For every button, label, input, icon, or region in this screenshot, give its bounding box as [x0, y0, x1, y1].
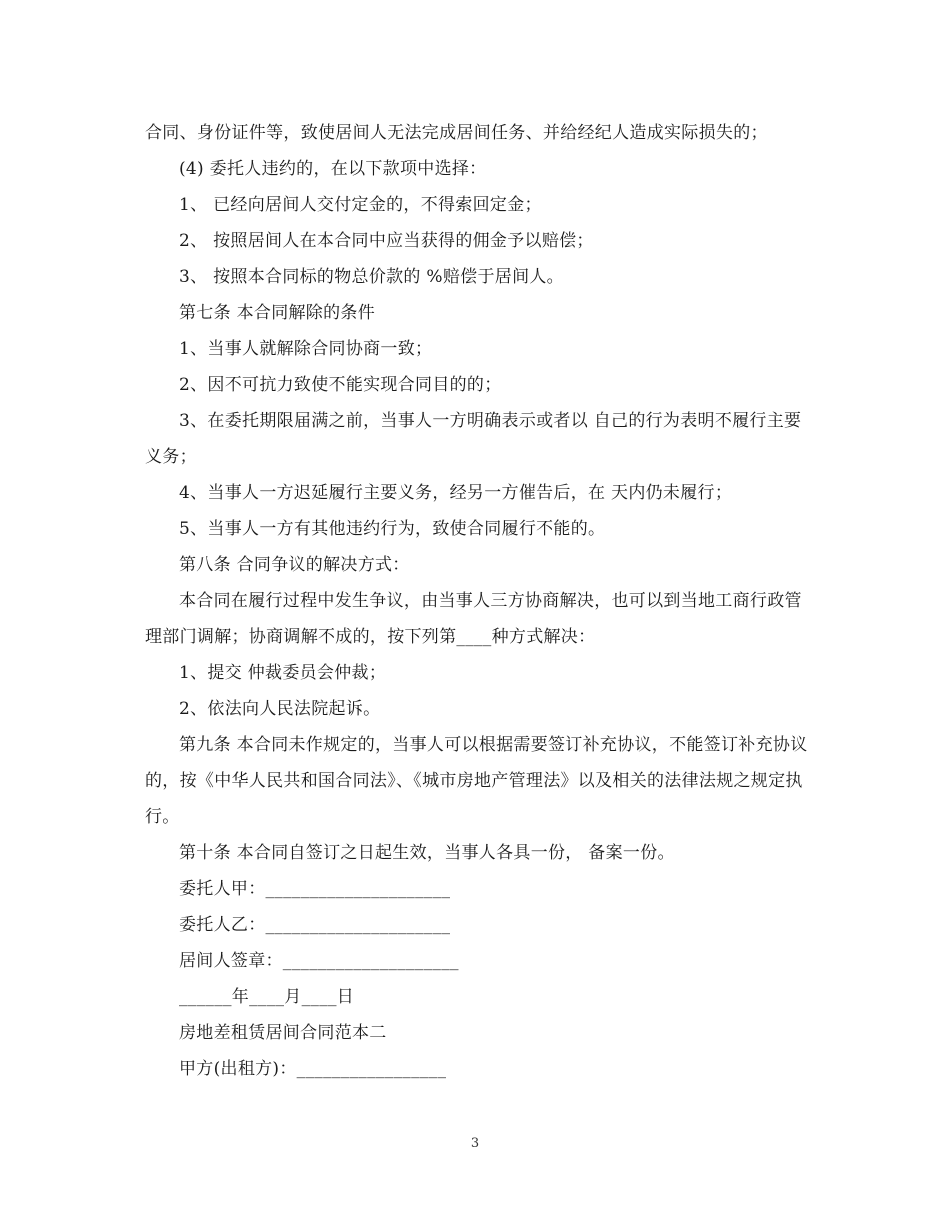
article-8-item-1: 1、提交 仲裁委员会仲裁；	[179, 663, 387, 683]
paragraph-breach-option-1: 1、 已经向居间人交付定金的，不得索回定金；	[179, 195, 542, 215]
document-body	[145, 115, 810, 1087]
signature-date: ______年____月____日	[179, 987, 355, 1007]
signature-principal-a: 委托人甲：_____________________	[179, 879, 451, 899]
article-7-item-4: 4、当事人一方迟延履行主要义务，经另一方催告后，在 天内仍未履行；	[179, 483, 733, 503]
article-7-item-2: 2、因不可抗力致使不能实现合同目的的；	[179, 375, 502, 395]
paragraph-breach-option-2: 2、 按照居间人在本合同中应当获得的佣金予以赔偿；	[179, 231, 594, 251]
article-7-item-1: 1、当事人就解除合同协商一致；	[179, 339, 433, 359]
paragraph-breach-clause-4: (4) 委托人违约的，在以下款项中选择：	[179, 159, 487, 179]
article-7-heading: 第七条 本合同解除的条件	[179, 303, 376, 323]
paragraph-breach-option-3: 3、 按照本合同标的物总价款的 %赔偿于居间人。	[179, 267, 564, 287]
party-a-lessor: 甲方(出租方)：_________________	[179, 1059, 447, 1079]
article-8-heading: 第八条 合同争议的解决方式：	[179, 555, 410, 575]
article-8-item-2: 2、依法向人民法院起诉。	[179, 699, 381, 719]
article-8-body: 本合同在履行过程中发生争议，由当事人三方协商解决，也可以到当地工商行政管理部门调解；协商调解不成的，按下列第____种方式解决：	[145, 591, 802, 647]
article-7-item-5: 5、当事人一方有其他违约行为，致使合同履行不能的。	[179, 519, 606, 539]
sample-two-title: 房地差租赁居间合同范本二	[179, 1023, 387, 1043]
signature-principal-b: 委托人乙：_____________________	[179, 915, 451, 935]
page-number: 3	[470, 1136, 480, 1151]
article-9-paragraph: 第九条 本合同未作规定的，当事人可以根据需要签订补充协议，不能签订补充协议的，按《中华人民共和国合同法》、《城市房地产管理法》以及相关的法律法规之规定执行。	[145, 735, 808, 827]
article-10-paragraph: 第十条 本合同自签订之日起生效，当事人各具一份， 备案一份。	[179, 843, 675, 863]
article-7-item-3: 3、在委托期限届满之前，当事人一方明确表示或者以 自己的行为表明不履行主要义务；	[145, 411, 802, 467]
signature-intermediary: 居间人签章：____________________	[179, 951, 459, 971]
paragraph-continuation: 合同、身份证件等，致使居间人无法完成居间任务、并给经纪人造成实际损失的；	[145, 123, 768, 143]
